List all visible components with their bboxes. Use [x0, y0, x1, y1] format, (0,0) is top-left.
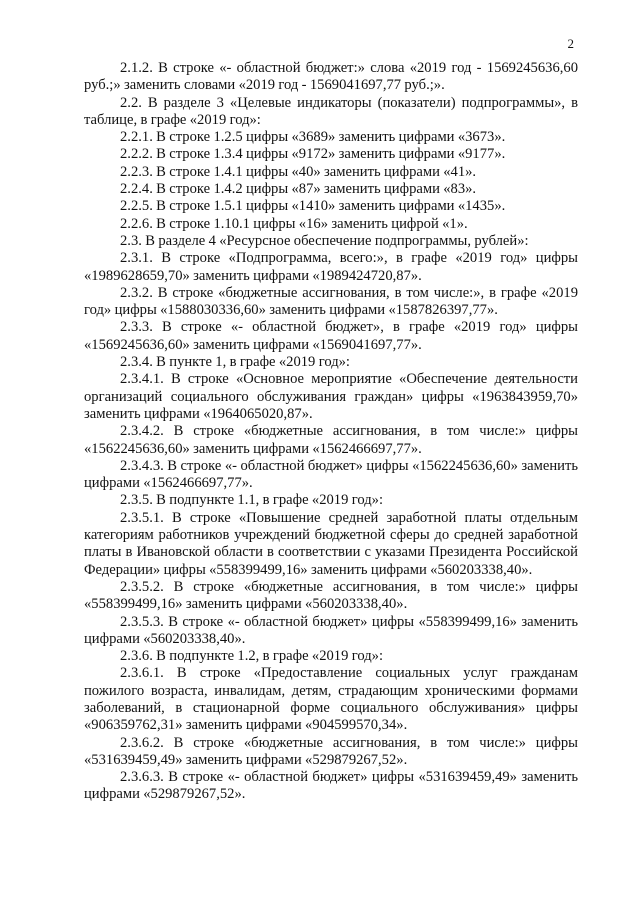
- document-body: [84, 60, 578, 804]
- paragraph-2-1-2: 2.1.2. В строке «- областной бюджет:» слова «2019 год - 1569245636,60 руб.;» заменить словами «2019 год - 1569041697,77 руб.;».: [84, 60, 578, 94]
- paragraph-2-2-4: 2.2.4. В строке 1.4.2 цифры «87» заменить цифрами «83».: [120, 181, 477, 198]
- paragraph-2-3-5-3: 2.3.5.3. В строке «- областной бюджет» цифры «558399499,16» заменить цифрами «560203338,40».: [84, 613, 578, 647]
- paragraph-2-3-6-2: 2.3.6.2. В строке «бюджетные ассигнования, в том числе:» цифры «531639459,49» заменить цифрами «529879267,52».: [84, 734, 578, 768]
- paragraph-2-2-5: 2.2.5. В строке 1.5.1 цифры «1410» заменить цифрами «1435».: [120, 198, 506, 215]
- paragraph-2-3-3: 2.3.3. В строке «- областной бюджет», в графе «2019 год» цифры «1569245636,60» заменить цифрами «1569041697,77».: [84, 319, 578, 353]
- paragraph-2-3-6-1: 2.3.6.1. В строке «Предоставление социальных услуг гражданам пожилого возраста, инвалидам, детям, страдающим хроническими формами заболеваний, в стационарной форме социального обслуживания» цифры «906359762,31» заменить цифрами «904599570,34».: [84, 665, 578, 734]
- page-number: 2: [567, 36, 574, 51]
- paragraph-2-3-5-1: 2.3.5.1. В строке «Повышение средней заработной платы отдельным категориям работников учреждений бюджетной сферы до средней заработной платы в Ивановской области в соответствии с указами Президента Российской Федерации» цифры «558399499,16» заменить цифрами «560203338,40».: [84, 509, 578, 578]
- paragraph-2-3-5: 2.3.5. В подпункте 1.1, в графе «2019 год»:: [120, 492, 384, 509]
- paragraph-2-2-1: 2.2.1. В строке 1.2.5 цифры «3689» заменить цифрами «3673».: [120, 129, 506, 146]
- paragraph-2-2-3: 2.2.3. В строке 1.4.1 цифры «40» заменить цифрами «41».: [120, 163, 477, 180]
- paragraph-2-3: 2.3. В разделе 4 «Ресурсное обеспечение подпрограммы, рублей»:: [120, 232, 529, 249]
- paragraph-2-2-6: 2.2.6. В строке 1.10.1 цифры «16» заменить цифрой «1».: [120, 215, 468, 232]
- paragraph-2-3-4-1: 2.3.4.1. В строке «Основное мероприятие «Обеспечение деятельности организаций социального обслуживания граждан» цифры «1963843959,70» заменить цифрами «1964065020,87».: [84, 371, 578, 422]
- paragraph-2-3-5-2: 2.3.5.2. В строке «бюджетные ассигнования, в том числе:» цифры «558399499,16» заменить цифрами «560203338,40».: [84, 578, 578, 613]
- paragraph-2-3-4-3: 2.3.4.3. В строке «- областной бюджет» цифры «1562245636,60» заменить цифрами «1562466697,77».: [84, 457, 578, 492]
- paragraph-2-3-4-2: 2.3.4.2. В строке «бюджетные ассигнования, в том числе:» цифры «1562245636,60» заменить цифрами «1562466697,77».: [84, 423, 578, 457]
- paragraph-2-3-6: 2.3.6. В подпункте 1.2, в графе «2019 год»:: [120, 648, 384, 665]
- paragraph-2-3-2: 2.3.2. В строке «бюджетные ассигнования, в том числе:», в графе «2019 год» цифры «1588030336,60» заменить цифрами «1587826397,77».: [84, 284, 578, 319]
- paragraph-2-3-6-3: 2.3.6.3. В строке «- областной бюджет» цифры «531639459,49» заменить цифрами «529879267,52».: [84, 769, 578, 803]
- paragraph-2-2: 2.2. В разделе 3 «Целевые индикаторы (показатели) подпрограммы», в таблице, в графе «2019 год»:: [84, 94, 578, 128]
- paragraph-2-2-2: 2.2.2. В строке 1.3.4 цифры «9172» заменить цифрами «9177».: [120, 146, 506, 163]
- paragraph-2-3-4: 2.3.4. В пункте 1, в графе «2019 год»:: [120, 354, 350, 371]
- paragraph-2-3-1: 2.3.1. В строке «Подпрограмма, всего:», в графе «2019 год» цифры «1989628659,70» заменить цифрами «1989424720,87».: [84, 250, 578, 284]
